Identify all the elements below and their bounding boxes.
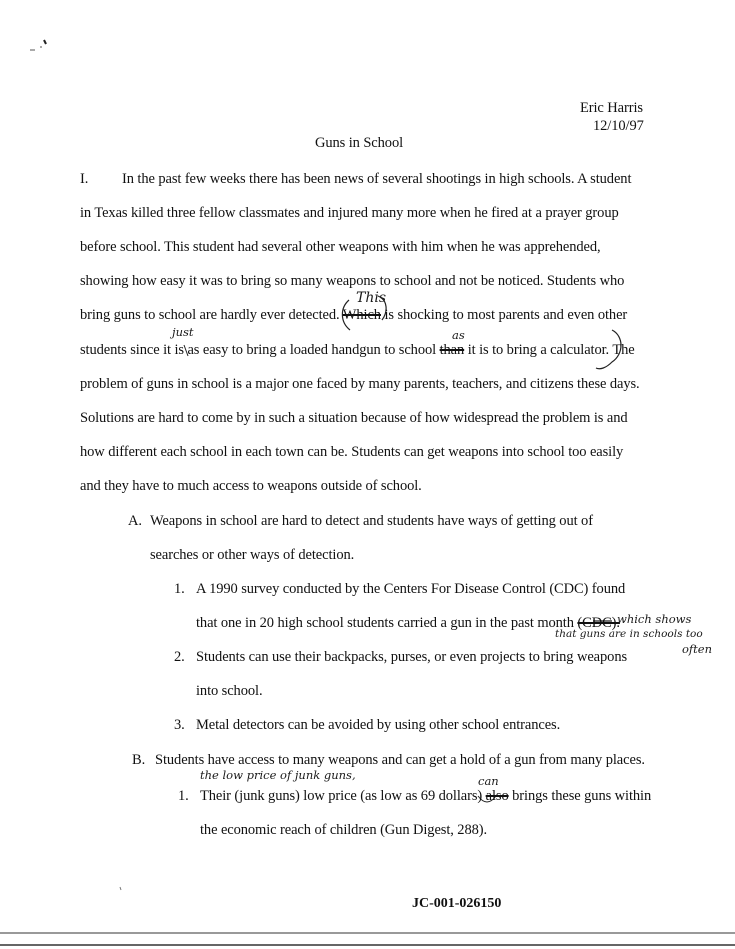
handwritten-insert: just xyxy=(172,325,194,339)
struck-word: than xyxy=(439,342,465,358)
struck-word: Which xyxy=(342,307,381,323)
section-numeral: I. xyxy=(80,171,89,187)
paragraph-line: before school. This student had several other weapons with him when he was apprehended, xyxy=(80,239,601,255)
outline-label-b: B. xyxy=(132,752,146,768)
bates-number: JC-001-026150 xyxy=(412,896,502,911)
text-segment: as easy to bring a loaded handgun to school xyxy=(187,342,437,358)
handwritten-note: which shows xyxy=(617,612,692,626)
text-segment: students since it is xyxy=(80,342,184,358)
paragraph-line: in Texas killed three fellow classmates and injured many more when he fired at a prayer group xyxy=(80,205,619,221)
paragraph-line: Solutions are hard to come by in such a situation because of how widespread the problem is and xyxy=(80,410,628,426)
handwritten-insert: can xyxy=(478,774,499,788)
handwritten-note: often xyxy=(682,642,713,656)
handwritten-note: that guns are in schools too xyxy=(555,628,703,640)
handwritten-note: the low price of junk guns, xyxy=(200,768,356,782)
list-number: 1. xyxy=(174,581,185,597)
list-number: 1. xyxy=(178,788,189,804)
paragraph-line: problem of guns in school is a major one faced by many parents, teachers, and citizens these days. xyxy=(80,376,640,392)
paragraph-line-edited xyxy=(80,342,635,359)
paragraph-line: how different each school in each town can be. Students can get weapons into school too easily xyxy=(80,444,624,460)
outline-point-text: searches or other ways of detection. xyxy=(150,547,355,563)
author-name: Eric Harris xyxy=(580,100,643,116)
list-item-text: A 1990 survey conducted by the Centers For Disease Control (CDC) found xyxy=(196,581,626,597)
text-segment: bring guns to school are hardly ever detected. xyxy=(80,307,340,323)
struck-word: also xyxy=(485,788,509,804)
list-number: 2. xyxy=(174,649,185,665)
paragraph-line: In the past few weeks there has been news of several shootings in high schools. A student xyxy=(122,171,632,187)
paragraph-line: and they have to much access to weapons outside of school. xyxy=(80,478,422,494)
outline-point-text: Weapons in school are hard to detect and students have ways of getting out of xyxy=(150,513,593,529)
handwritten-insert: as xyxy=(452,328,465,342)
date: 12/10/97 xyxy=(593,118,644,134)
text-segment: Their (junk guns) low price (as low as 69 dollars) xyxy=(200,788,483,804)
struck-word: (CDC). xyxy=(577,615,620,631)
handwritten-insert: This xyxy=(356,290,387,306)
text-segment: that one in 20 high school students carried a gun in the past month xyxy=(196,615,574,631)
document-title: Guns in School xyxy=(315,135,404,151)
paragraph-line-edited xyxy=(80,307,627,324)
list-number: 3. xyxy=(174,717,185,733)
text-segment: brings these guns within xyxy=(512,788,652,804)
text-segment: it is to bring a calculator. The xyxy=(467,342,635,358)
outline-point-text: Students have access to many weapons and can get a hold of a gun from many places. xyxy=(155,752,645,768)
text-segment: is shocking to most parents and even other xyxy=(384,307,628,323)
list-item-text: into school. xyxy=(196,683,263,699)
paragraph-line: showing how easy it was to bring so many weapons to school and not be noticed. Students who xyxy=(80,273,625,289)
outline-label-a: A. xyxy=(128,513,142,529)
list-item-text-edited xyxy=(200,788,651,805)
list-item-text: Metal detectors can be avoided by using other school entrances. xyxy=(196,717,561,733)
list-item-text: the economic reach of children (Gun Digest, 288). xyxy=(200,822,488,838)
list-item-text: Students can use their backpacks, purses, or even projects to bring weapons xyxy=(196,649,628,665)
